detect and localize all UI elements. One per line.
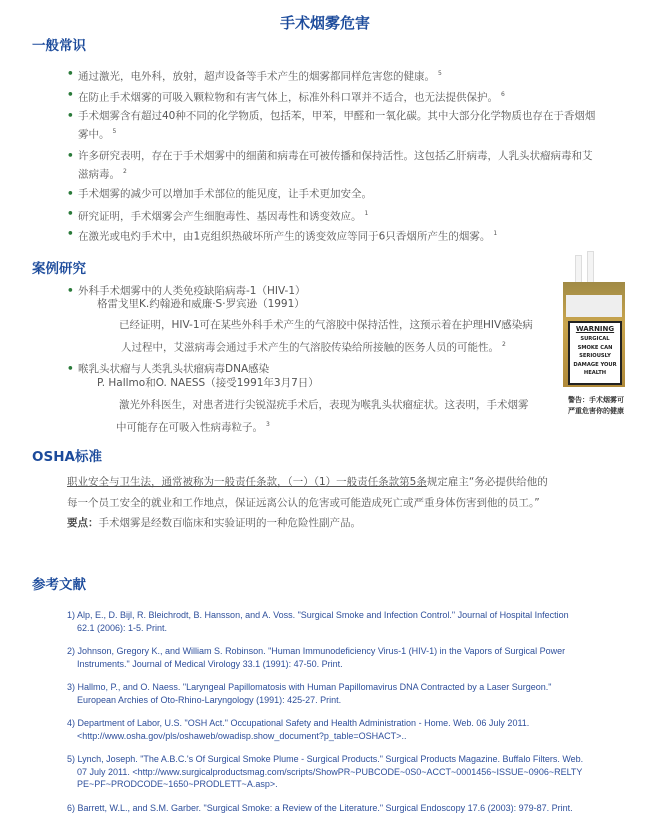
cigarette-pack-image [563, 255, 625, 387]
item-text: 手术烟雾的减少可以增加手术部位的能见度，让手术更加安全。 [78, 188, 372, 200]
section-heading-osha: OSHA标准 [32, 449, 102, 465]
section-heading-references: 参考文献 [32, 577, 86, 593]
case-summary-line: 已经证明，HIV-1可在某些外科手术产生的气溶胶中保持活性，这预示着在护理HIV感染病 [119, 319, 533, 331]
line-text: 中可能存在可吸入性病毒粒子。 [116, 421, 263, 434]
osha-underlined-text: 职业安全与卫生法，通常被称为一般责任条款，（一）（1）一般责任条款第5条 [67, 476, 427, 488]
list-item [78, 226, 598, 245]
reference-item: 6) Barrett, W.L., and S.M. Garber. "Surgical Smoke: a Review of the Literature." Surgical Endoscopy 17.6 (2003): 979-87. Print. [67, 802, 573, 813]
image-caption: 警告：手术烟雾可严重危害你的健康 [568, 396, 624, 415]
ref-mark: 3 [266, 421, 270, 428]
reference-item: 1) Alp, E., D. Bijl, R. Bleichrodt, B. Hansson, and A. Voss. "Surgical Smoke and Infection Control." Journal of Hospital Infection 62.1 (2006): 1-5. Print. [67, 610, 569, 633]
case-title: • 喉乳头状瘤与人类乳头状瘤病毒DNA感染 [78, 361, 598, 377]
reference-list [67, 609, 587, 825]
key-point-text: 手术烟雾是经数百临床和实验证明的一种危险性副产品。 [98, 517, 361, 529]
item-text: 研究证明，手术烟雾会产生细胞毒性、基因毒性和诱变效应。 [78, 210, 362, 223]
page-title: 手术烟雾危害 [279, 14, 370, 32]
item-text: 许多研究表明，存在于手术烟雾中的细菌和病毒在可被传播和保持活性。这包括乙肝病毒，人乳头状瘤病毒和艾滋病毒。 [78, 150, 593, 181]
warning-line: SMOKE CAN [577, 344, 613, 351]
section-heading-general: 一般常识 [32, 38, 86, 54]
case-summary-line [121, 335, 561, 358]
ref-mark: 1 [364, 210, 369, 217]
osha-paragraph [67, 472, 557, 534]
case-authors: P. Hallmo和O. NAESS（接受1991年3月7日） [97, 377, 319, 389]
warning-label: WARNING [575, 325, 615, 333]
osha-text: 规定雇主“务必提供给他的每一个员工安全的就业和工作地点，保证远离公认的危害或可能造成死亡或严重身体伤害到他的员工。” [67, 476, 548, 509]
ref-mark: 5 [112, 128, 117, 135]
ref-mark: 1 [493, 230, 498, 237]
reference-item: 4) Department of Labor, U.S. "OSH Act." Occupational Safety and Health Administration - Home. Web. 06 July 2011. <http://www.osha.gov/pls/oshaweb/owadisp.show_document?p_table=OSHACT>.. [67, 718, 530, 741]
list-item [78, 108, 598, 143]
ref-mark: 6 [501, 91, 505, 98]
list-item [78, 186, 598, 202]
case-summary-line: 激光外科医生，对患者进行尖锐湿疣手术后，表现为喉乳头状瘤症状。这表明，手术烟雾 [119, 399, 529, 411]
ref-mark: 2 [123, 168, 127, 175]
item-text: 在激光或电灼手术中，由1克组织热破坏所产生的诱变效应等同于6只香烟所产生的烟雾。 [78, 230, 491, 243]
item-text: 通过激光，电外科，放射，超声设备等手术产生的烟雾都同样危害您的健康。 [78, 70, 435, 83]
list-item [78, 206, 598, 225]
reference-item: 3) Hallmo, P., and O. Naess. "Laryngeal Papillomatosis with Human Papillomavirus DNA Contracted by a Laser Surgeon." European Archies of Oto-Rhino-Laryngology (1991): 425-27. Print. [67, 682, 552, 705]
warning-line: SERIOUSLY [579, 353, 611, 359]
item-text: 在防止手术烟雾的可吸入颗粒物和有害气体上，标准外科口罩并不适合，也无法提供保护。 [78, 91, 498, 104]
case-summary-line [116, 415, 556, 438]
ref-mark: 2 [502, 341, 506, 348]
reference-item: 2) Johnson, Gregory K., and William S. Robinson. "Human Immunodeficiency Virus-1 (HIV-1) in the Vapors of Surgical Power Instruments." Journal of Medical Virology 33.1 (1991): 47-50. Print. [67, 646, 566, 669]
case-authors: 格雷戈里K.约翰逊和威廉·S·罗宾逊（1991） [97, 298, 305, 310]
list-item [78, 148, 598, 183]
item-text: 手术烟雾含有超过40种不同的化学物质，包括苯，甲苯，甲醛和一氧化碳。其中大部分化学物质也存在于香烟烟雾中。 [78, 110, 596, 141]
list-item [78, 66, 598, 85]
line-text: 人过程中，艾滋病毒会通过手术产生的气溶胶传染给所接触的医务人员的可能性。 [121, 341, 499, 354]
warning-line: DAMAGE YOUR [573, 361, 617, 368]
key-point-label: 要点： [67, 517, 99, 529]
case-title: • 外科手术烟雾中的人类免疫缺陷病毒-1（HIV-1） [78, 283, 598, 299]
list-item [78, 87, 598, 106]
section-heading-cases: 案例研究 [32, 261, 86, 277]
reference-item: 5) Lynch, Joseph. "The A.B.C.'s Of Surgical Smoke Plume - Surgical Products." Surgical Products Magazine. Buffalo Filters. Web. 07 July 2011. <http://www.surgicalproductsmag.com/scripts/ShowPR~PUBCODE~0S0~ACCT~0001456~ISSUE~0906~RELTYPE~PF~PRODCODE~1650~PRODLETT~A.asp>. [67, 754, 584, 789]
warning-line: HEALTH [583, 370, 607, 376]
warning-line: SURGICAL [580, 336, 610, 342]
ref-mark: 5 [438, 70, 442, 77]
